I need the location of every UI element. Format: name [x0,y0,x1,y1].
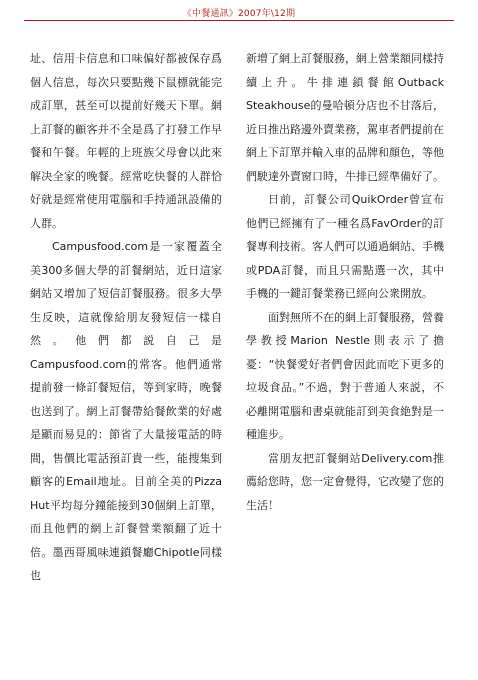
paragraph: 址、信用卡信息和口味偏好都被保存爲個人信息，每次只要點幾下鼠標就能完成訂單，甚至可以提前好幾天下單。網上訂餐的顧客并不全是爲了打發工作早餐和午餐。年輕的上班族父母會以此來解决全家的晚餐。經常吃快餐的人群恰好就是經常使用電腦和手持通訊設備的人群。 [30,52,222,230]
paragraph: 新增了網上訂餐服務，網上營業額同樣持續上升。牛排連鎖餐館Outback Steakhouse的曼哈頓分店也不甘落后，近日推出路邊外賣業務，駕車者們提前在網上下訂單并輸入車的品牌和顔色，等他們駛達外賣窗口時，牛排已經準備好了。 [246,52,444,183]
right-column [246,47,444,517]
header-rule [24,20,454,21]
paragraph: 日前，訂餐公司QuikOrder曾宣布他們已經擁有了一種名爲FavOrder的訂餐專利技術。客人們可以通過網站、手機或PDA訂餐，而且只需點選一次，其中手機的一鍵訂餐業務已經向公衆開放。 [246,193,444,300]
paragraph: 當朋友把訂餐網站Delivery.com推薦給您時，您一定會覺得，它改變了您的生活！ [246,451,444,512]
paragraph: 面對無所不在的網上訂餐服務，營養學教授Marion Nestle則表示了擔憂：“快餐愛好者們會因此而吃下更多的垃圾食品。”不過，對于普通人來説，不必離開電腦和書桌就能訂到美食絶對是一種進步。 [246,310,444,441]
left-column [30,47,222,588]
page-header: 《中餐通訊》2007年\12期 [182,9,296,19]
paragraph: Campusfood.com是一家覆蓋全美300多個大學的訂餐網站，近日這家網站又增加了短信訂餐服務。很多大學生反映，這就像給朋友發短信一樣自然。他們都説自己是Campusfood.com的常客。他們通常提前發一條訂餐短信，等到家時，晚餐也送到了。網上訂餐帶給餐飲業的好處是顯而易見的：節省了大量接電話的時間，售價比電話預訂貴一些，能搜集到顧客的Email地址。目前全美的Pizza Hut平均每分鐘能接到30個網上訂單，而且他們的網上訂餐營業額翻了近十倍。墨西哥風味連鎖餐廳Chipotle同樣也 [30,240,222,582]
